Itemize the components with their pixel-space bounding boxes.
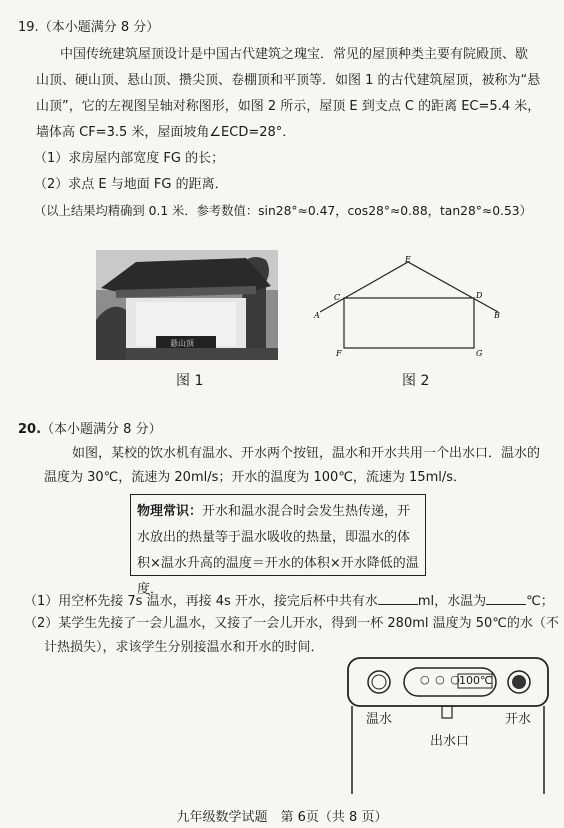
point-e-label: E [405,255,411,264]
warm-water-button-icon [368,671,390,693]
roof-line [320,262,498,312]
fig1-photo [96,250,278,360]
q19-para-3: 山顶”，它的左视图呈轴对称图形，如图 2 所示，屋顶 E 到支点 C 的距离 EC=5.4 米， [36,99,541,114]
q19-subquestion-2: （2）求点 E 与地面 FG 的距离． [34,177,228,192]
q19-subquestion-1: （1）求房屋内部宽度 FG 的长； [34,151,225,166]
q19-header [18,20,159,36]
point-f-label: F [336,349,342,358]
outlet-label: 出水口 [430,734,470,749]
q19-number: 19. [18,20,39,35]
wall-rect [344,298,474,348]
fig1-sign: 悬山顶 [170,339,194,348]
q20-q1-text-a: （1）用空杯先接 7s 温水，再接 4s 开水，接完后杯中共有水 [24,594,378,609]
q19-para-2: 山顶、硬山顶、悬山顶、攒尖顶、卷棚顶和平顶等．如图 1 的古代建筑屋顶，被称为“悬 [36,73,541,88]
display-temperature-text: 100℃ [459,674,493,687]
display-indicator-dots: ○ ○ ○ [420,673,461,686]
q20-subquestion-2a: （2）某学生先接了一会儿温水，又接了一会儿开水，得到一杯 280ml 温度为 50℃的水（不 [24,616,559,631]
physics-knowledge-box [130,494,426,597]
point-c-label: C [334,293,341,302]
warm-water-label: 温水 [366,712,393,727]
fig2-diagram [310,252,510,362]
physics-knowledge-title: 物理常识： [137,504,203,519]
q19-para-4: 墙体高 CF=3.5 米，屋面坡角∠ECD=28°． [36,125,296,140]
q20-score: （本小题满分 8 分） [41,422,162,437]
fig1-label: 图 1 [176,373,204,389]
q20-para-1: 如图，某校的饮水机有温水、开水两个按钮，温水和开水共用一个出水口．温水的 [72,446,541,461]
hot-water-button-inner [512,675,526,689]
q20-header [18,422,162,438]
q20-subquestion-1 [24,592,554,610]
physics-knowledge-text: 开水和温水混合时会发生热传递，开水放出的热量等于温水吸收的热量，即温水的体积×温水升高的温度＝开水的体积×开水降低的温度． [137,504,419,597]
water-volume-blank[interactable] [378,592,418,605]
q20-number: 20. [18,422,42,437]
warm-water-button-inner [372,675,386,689]
water-outlet-icon [442,706,452,718]
q19-para-1: 中国传统建筑屋顶设计是中国古代建筑之瑰宝．常见的屋顶种类主要有院殿顶、歇 [60,47,529,62]
q19-reference-note: （以上结果均精确到 0.1 米．参考数值：sin28°≈0.47，cos28°≈0.88，tan28°≈0.53） [34,204,532,218]
q20-q1-text-c: ℃； [526,594,554,609]
hot-water-label: 开水 [505,712,532,727]
q19-score: （本小题满分 8 分） [38,20,160,35]
water-temp-blank[interactable] [486,592,526,605]
point-a-label: A [314,311,320,320]
point-g-label: G [476,349,483,358]
page-footer: 九年级数学试题 第 6页（共 8 页） [176,810,388,825]
point-d-label: D [476,291,483,300]
fig2-label: 图 2 [402,373,430,389]
q20-q1-text-b: ml，水温为 [417,594,487,609]
point-b-label: B [494,311,500,320]
q20-subquestion-2b: 计热损失），求该学生分别接温水和开水的时间． [44,640,324,655]
q20-para-2: 温度为 30℃，流速为 20ml/s；开水的温度为 100℃，流速为 15ml/s． [44,470,467,485]
